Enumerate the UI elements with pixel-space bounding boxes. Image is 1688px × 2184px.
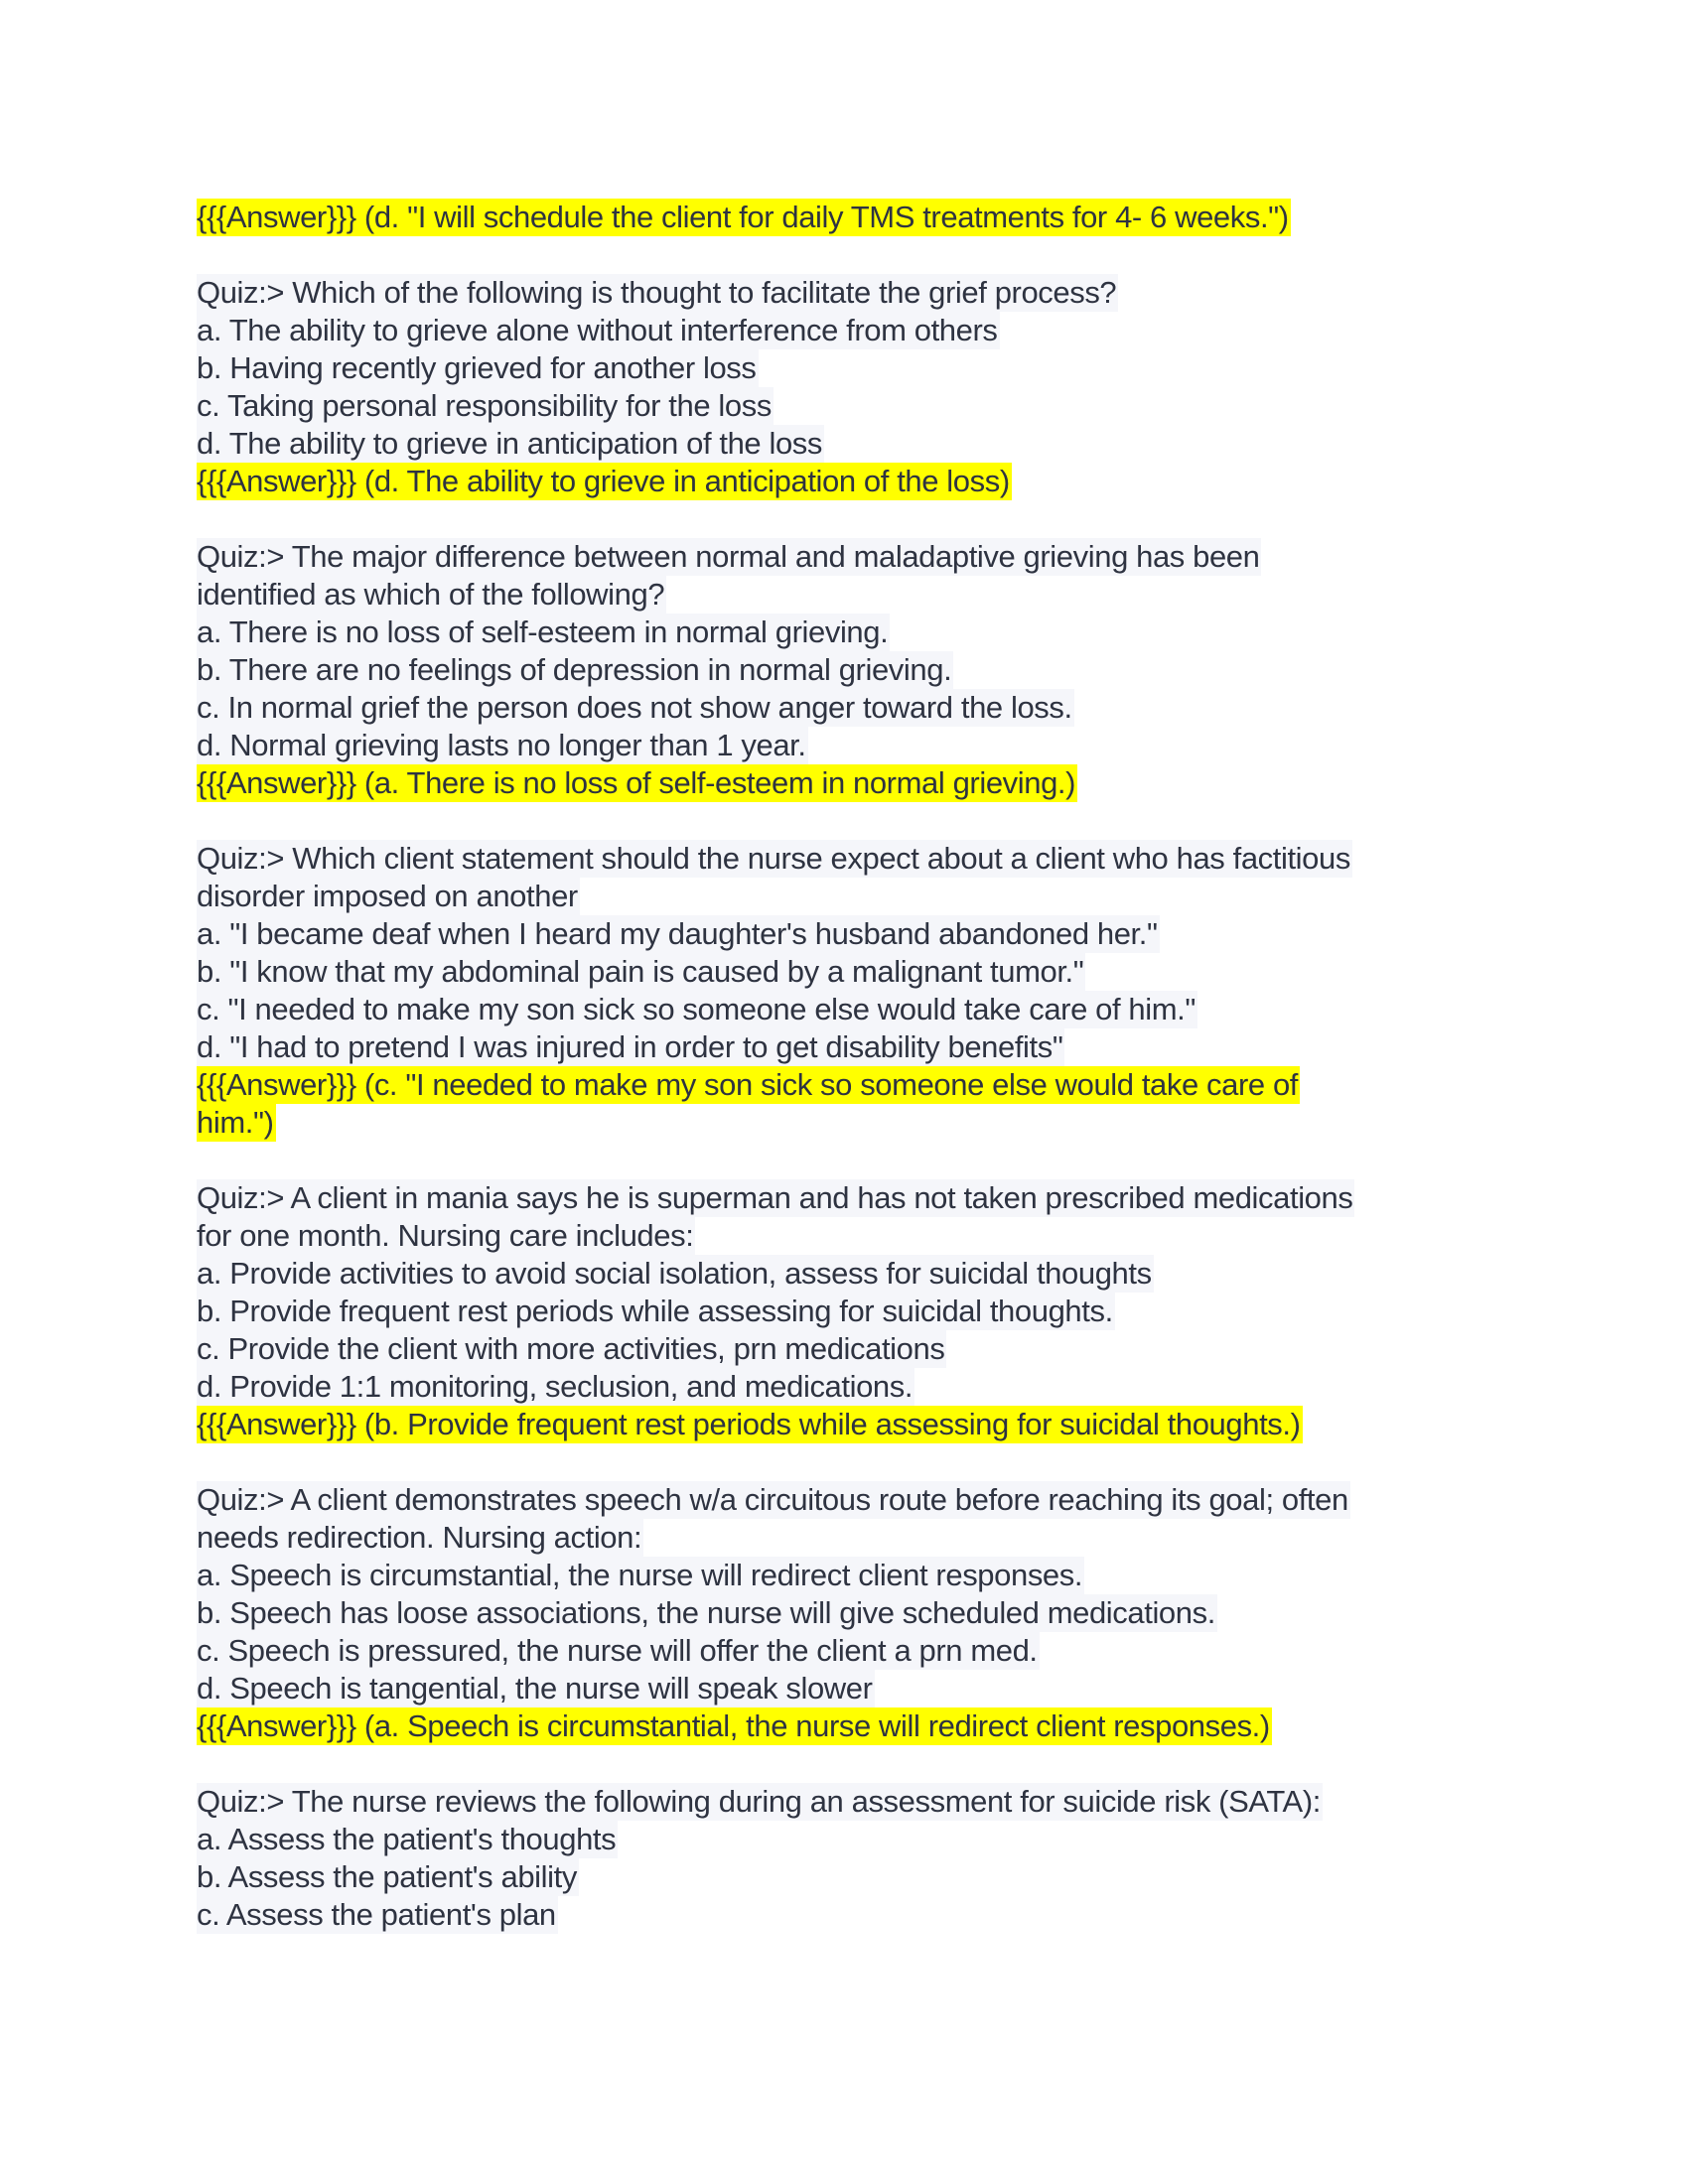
question-line — [197, 840, 1507, 878]
blank-line — [197, 236, 1507, 274]
option-text: a. Speech is circumstantial, the nurse will redirect client responses. — [197, 1558, 1083, 1592]
option-b — [197, 1594, 1507, 1632]
option-b — [197, 349, 1507, 387]
question-text: identified as which of the following? — [197, 577, 665, 612]
option-text: a. "I became deaf when I heard my daughter's husband abandoned her." — [197, 916, 1158, 951]
question-text: Quiz:> A client in mania says he is superman and has not taken prescribed medications — [197, 1180, 1353, 1215]
option-text: b. "I know that my abdominal pain is caused by a malignant tumor." — [197, 954, 1084, 989]
quiz-block — [197, 840, 1507, 1142]
answer-text: {{{Answer}}} (d. The ability to grieve in anticipation of the loss) — [197, 464, 1010, 498]
option-text: a. The ability to grieve alone without interference from others — [197, 313, 998, 347]
option-text: c. In normal grief the person does not show anger toward the loss. — [197, 690, 1072, 725]
question-text: for one month. Nursing care includes: — [197, 1218, 694, 1253]
answer-line — [197, 1104, 1507, 1142]
answer-text: {{{Answer}}} (b. Provide frequent rest periods while assessing for suicidal thoughts.) — [197, 1407, 1301, 1441]
answer-line — [197, 463, 1507, 500]
option-text: a. Assess the patient's thoughts — [197, 1822, 617, 1856]
option-text: b. Having recently grieved for another loss — [197, 350, 757, 385]
answer-line — [197, 199, 1507, 236]
option-b — [197, 651, 1507, 689]
question-line — [197, 1217, 1507, 1255]
answer-text: {{{Answer}}} (a. There is no loss of self-esteem in normal grieving.) — [197, 765, 1076, 800]
question-line — [197, 538, 1507, 576]
option-a — [197, 614, 1507, 651]
quiz-block — [197, 1783, 1507, 1934]
option-c — [197, 1896, 1507, 1934]
option-a — [197, 312, 1507, 349]
option-c — [197, 387, 1507, 425]
question-text: Quiz:> The nurse reviews the following during an assessment for suicide risk (SATA): — [197, 1784, 1321, 1819]
option-text: a. There is no loss of self-esteem in normal grieving. — [197, 614, 889, 649]
option-a — [197, 1557, 1507, 1594]
question-line — [197, 1481, 1507, 1519]
option-a — [197, 1255, 1507, 1293]
question-line — [197, 1783, 1507, 1821]
answer-line — [197, 1406, 1507, 1443]
document-page — [197, 199, 1507, 1934]
blank-line — [197, 1142, 1507, 1179]
option-text: c. Speech is pressured, the nurse will offer the client a prn med. — [197, 1633, 1038, 1668]
question-line — [197, 274, 1507, 312]
answer-line — [197, 1066, 1507, 1104]
answer-text: him.") — [197, 1105, 274, 1140]
question-text: needs redirection. Nursing action: — [197, 1520, 642, 1555]
option-d — [197, 1368, 1507, 1406]
option-c — [197, 1330, 1507, 1368]
quiz-block — [197, 1481, 1507, 1745]
question-text: Quiz:> The major difference between normal and maladaptive grieving has been — [197, 539, 1260, 574]
option-text: c. Taking personal responsibility for the loss — [197, 388, 772, 423]
question-text: Quiz:> Which of the following is thought to facilitate the grief process? — [197, 275, 1117, 310]
option-c — [197, 991, 1507, 1028]
blank-line — [197, 500, 1507, 538]
option-text: c. Assess the patient's plan — [197, 1897, 556, 1932]
option-text: b. There are no feelings of depression in normal grieving. — [197, 652, 952, 687]
answer-line — [197, 764, 1507, 802]
option-text: c. Provide the client with more activities, prn medications — [197, 1331, 945, 1366]
option-text: d. Provide 1:1 monitoring, seclusion, and medications. — [197, 1369, 914, 1404]
question-line — [197, 878, 1507, 915]
answer-text: {{{Answer}}} (d. "I will schedule the client for daily TMS treatments for 4- 6 weeks.") — [197, 200, 1289, 234]
option-d — [197, 425, 1507, 463]
option-c — [197, 689, 1507, 727]
question-line — [197, 1519, 1507, 1557]
option-text: d. "I had to pretend I was injured in order to get disability benefits" — [197, 1029, 1063, 1064]
option-b — [197, 953, 1507, 991]
option-d — [197, 727, 1507, 764]
quiz-block — [197, 274, 1507, 500]
answer-text: {{{Answer}}} (c. "I needed to make my son sick so someone else would take care of — [197, 1067, 1299, 1102]
option-text: b. Provide frequent rest periods while assessing for suicidal thoughts. — [197, 1294, 1113, 1328]
quiz-block — [197, 1179, 1507, 1443]
option-text: d. The ability to grieve in anticipation of the loss — [197, 426, 823, 461]
blank-line — [197, 1745, 1507, 1783]
option-text: b. Assess the patient's ability — [197, 1859, 577, 1894]
option-a — [197, 1821, 1507, 1858]
question-line — [197, 1179, 1507, 1217]
option-b — [197, 1858, 1507, 1896]
option-c — [197, 1632, 1507, 1670]
question-text: Quiz:> Which client statement should the nurse expect about a client who has factitious — [197, 841, 1350, 876]
quiz-block — [197, 538, 1507, 802]
option-text: a. Provide activities to avoid social isolation, assess for suicidal thoughts — [197, 1256, 1152, 1291]
option-text: d. Normal grieving lasts no longer than 1 year. — [197, 728, 806, 762]
option-a — [197, 915, 1507, 953]
blank-line — [197, 1443, 1507, 1481]
question-text: disorder imposed on another — [197, 879, 578, 913]
option-text: c. "I needed to make my son sick so someone else would take care of him." — [197, 992, 1196, 1026]
blank-line — [197, 802, 1507, 840]
question-line — [197, 576, 1507, 614]
option-b — [197, 1293, 1507, 1330]
option-d — [197, 1670, 1507, 1707]
option-text: b. Speech has loose associations, the nurse will give scheduled medications. — [197, 1595, 1215, 1630]
answer-line — [197, 1707, 1507, 1745]
option-d — [197, 1028, 1507, 1066]
question-text: Quiz:> A client demonstrates speech w/a circuitous route before reaching its goal; often — [197, 1482, 1348, 1517]
answer-text: {{{Answer}}} (a. Speech is circumstantial, the nurse will redirect client responses.) — [197, 1708, 1270, 1743]
option-text: d. Speech is tangential, the nurse will speak slower — [197, 1671, 873, 1706]
